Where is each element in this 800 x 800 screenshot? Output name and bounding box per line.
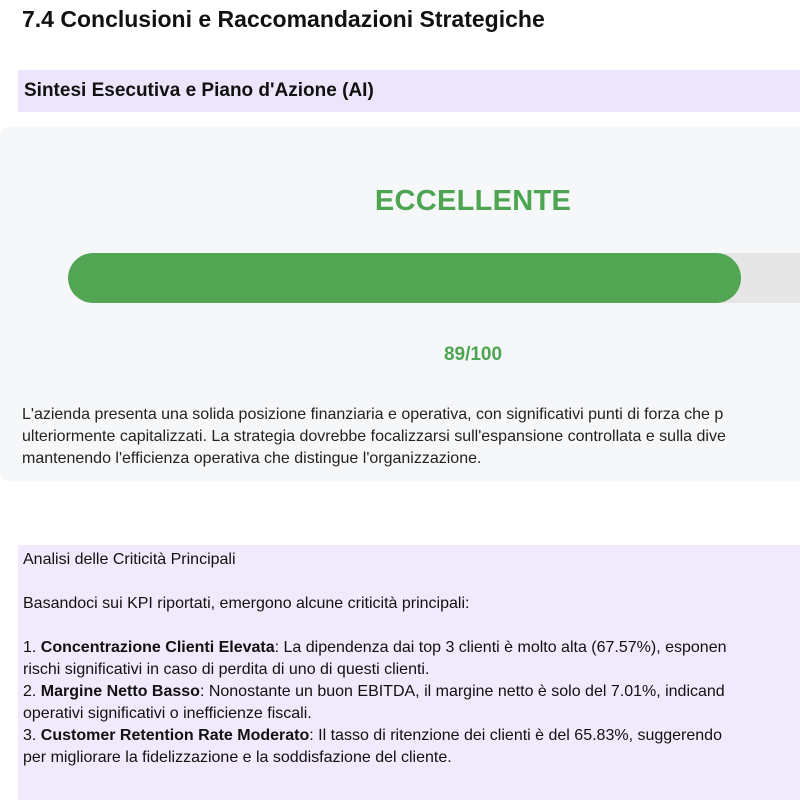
item-title: Customer Retention Rate Moderato xyxy=(40,727,310,744)
criticality-item-1 xyxy=(23,637,727,659)
item-title: Concentrazione Clienti Elevata xyxy=(40,639,275,656)
page-title: 7.4 Conclusioni e Raccomandazioni Strategiche xyxy=(22,6,545,32)
analysis-content xyxy=(23,549,727,769)
analysis-intro: Basandoci sui KPI riportati, emergono alcune criticità principali: xyxy=(23,595,470,612)
item-text: : Nonostante un buon EBITDA, il margine netto è solo del 7.01%, indicand xyxy=(199,683,725,700)
score-value: 89/100 xyxy=(443,344,503,365)
section-title: Sintesi Esecutiva e Piano d'Azione (AI) xyxy=(24,80,374,101)
criticality-item-3 xyxy=(23,725,727,747)
item-continuation: operativi significativi o inefficienze fiscali. xyxy=(23,705,312,722)
item-title: Margine Netto Basso xyxy=(40,683,200,700)
item-continuation: per migliorare la fidelizzazione e la soddisfazione del cliente. xyxy=(23,749,452,766)
item-text: : La dipendenza dai top 3 clienti è molto alta (67.57%), esponen xyxy=(274,639,727,656)
score-progress-bar xyxy=(68,253,800,303)
summary-line: ulteriormente capitalizzati. La strategia dovrebbe focalizzarsi sull'espansione controllata e sulla dive xyxy=(22,428,726,445)
summary-line: L'azienda presenta una solida posizione finanziaria e operativa, con significativi punti di forza che p xyxy=(22,406,724,423)
analysis-box xyxy=(18,545,800,800)
section-banner xyxy=(18,70,800,112)
score-card xyxy=(0,127,800,481)
item-text: : Il tasso di ritenzione dei clienti è del 65.83%, suggerendo xyxy=(309,727,722,744)
item-number: 2. xyxy=(23,683,41,700)
item-number: 1. xyxy=(23,639,41,656)
summary-text xyxy=(22,404,800,470)
criticality-item-2 xyxy=(23,681,727,703)
rating-label: ECCELLENTE xyxy=(374,185,572,217)
analysis-heading: Analisi delle Criticità Principali xyxy=(23,551,236,568)
item-continuation: rischi significativi in caso di perdita di uno di questi clienti. xyxy=(23,661,430,678)
score-progress-fill xyxy=(68,253,741,303)
item-number: 3. xyxy=(23,727,41,744)
summary-line: mantenendo l'efficienza operativa che distingue l'organizzazione. xyxy=(22,450,482,467)
